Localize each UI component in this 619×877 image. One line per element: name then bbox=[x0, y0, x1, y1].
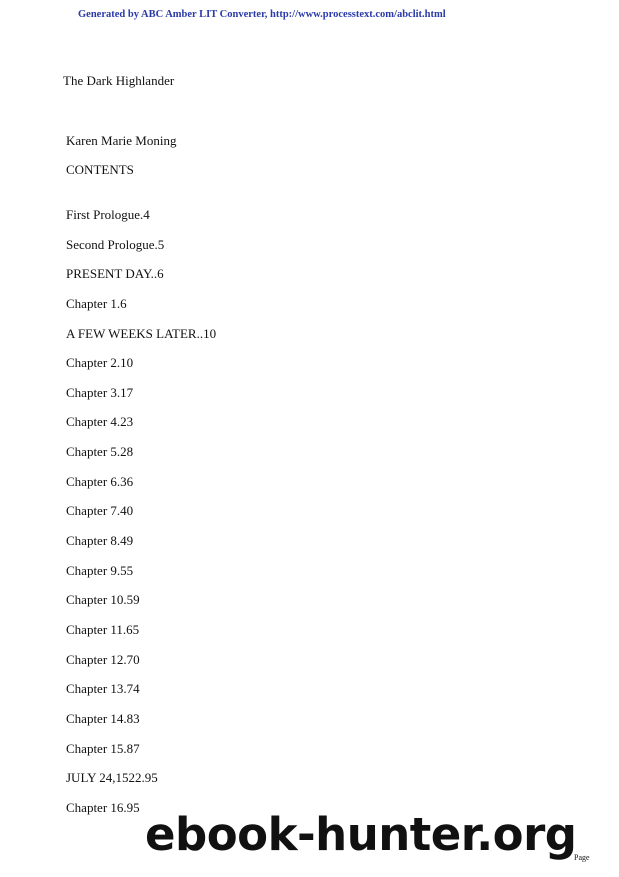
toc-entry[interactable]: Chapter 15.87 bbox=[66, 740, 140, 756]
toc-entry[interactable]: Chapter 9.55 bbox=[66, 562, 134, 578]
toc-entry[interactable]: First Prologue.4 bbox=[66, 207, 150, 222]
toc-entry[interactable]: Chapter 3.17 bbox=[66, 384, 134, 400]
toc-entry[interactable]: Chapter 4.23 bbox=[66, 414, 134, 430]
toc-entry[interactable]: Chapter 8.49 bbox=[66, 533, 134, 549]
toc-entry[interactable]: Chapter 14.83 bbox=[66, 710, 140, 726]
table-of-contents bbox=[66, 207, 216, 829]
toc-entry[interactable]: Chapter 16.95 bbox=[66, 799, 140, 815]
watermark-text: ebook-hunter.org bbox=[145, 808, 577, 861]
toc-entry[interactable]: PRESENT DAY..6 bbox=[66, 266, 164, 282]
contents-heading: CONTENTS bbox=[66, 162, 134, 177]
toc-entry[interactable]: Chapter 13.74 bbox=[66, 681, 140, 697]
author-name: Karen Marie Moning bbox=[66, 133, 177, 148]
toc-entry[interactable]: JULY 24,1522.95 bbox=[66, 770, 158, 786]
generator-link[interactable]: Generated by ABC Amber LIT Converter, http://www.processtext.com/abclit.html bbox=[78, 9, 446, 20]
toc-entry[interactable]: Second Prologue.5 bbox=[66, 236, 165, 252]
toc-entry[interactable]: Chapter 10.59 bbox=[66, 592, 140, 608]
toc-entry[interactable]: Chapter 2.10 bbox=[66, 355, 134, 371]
toc-entry[interactable]: Chapter 1.6 bbox=[66, 295, 127, 311]
toc-entry[interactable]: Chapter 7.40 bbox=[66, 503, 134, 519]
toc-entry[interactable]: Chapter 12.70 bbox=[66, 651, 140, 667]
page-label: Page bbox=[574, 853, 590, 862]
toc-entry[interactable]: Chapter 11.65 bbox=[66, 621, 140, 637]
toc-entry[interactable]: Chapter 5.28 bbox=[66, 444, 134, 460]
toc-entry[interactable]: Chapter 6.36 bbox=[66, 473, 134, 489]
toc-entry[interactable]: A FEW WEEKS LATER..10 bbox=[66, 325, 217, 341]
book-title: The Dark Highlander bbox=[63, 73, 175, 88]
